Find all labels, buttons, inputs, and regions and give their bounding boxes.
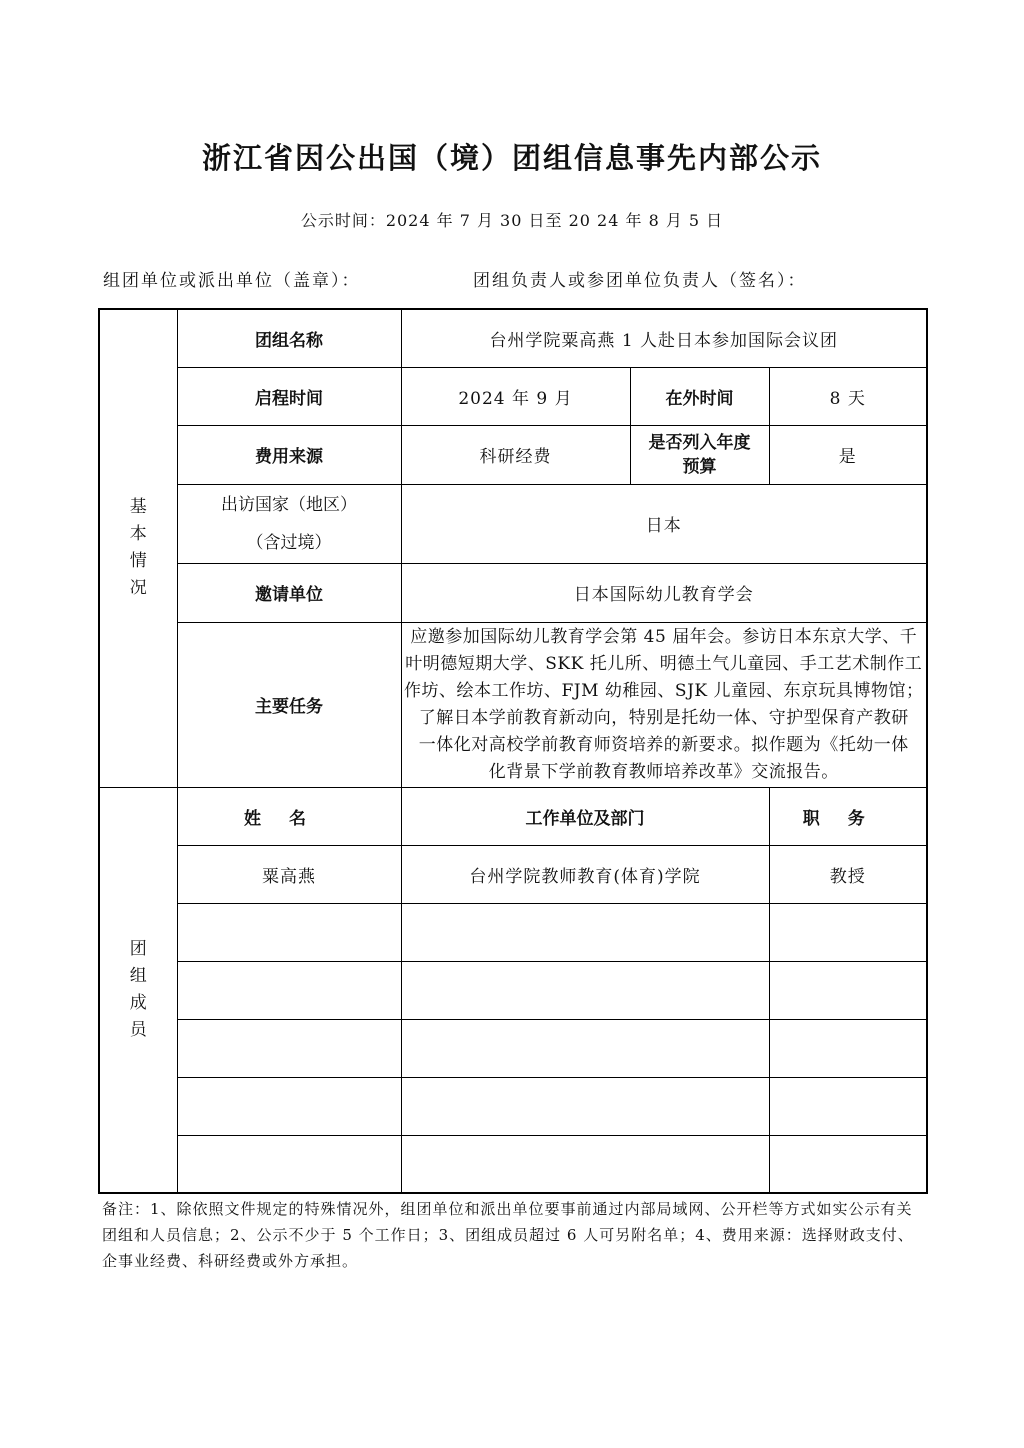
name-header: 姓名 (177, 787, 401, 845)
member-name (177, 1019, 401, 1077)
table-row (99, 903, 927, 961)
group-name-label: 团组名称 (177, 309, 401, 367)
departure-value: 2024 年 9 月 (401, 367, 630, 425)
duration-label: 在外时间 (630, 367, 769, 425)
task-value: 应邀参加国际幼儿教育学会第 45 届年会。参访日本东京大学、千 叶明德短期大学、SKK 托儿所、明德土气儿童园、手工艺术制作工 作坊、绘本工作坊、FJM 幼稚园、SJK 儿童园、东京玩具博物馆； 了解日本学前教育新动向，特别是托幼一体、守护型保育产教研 一体化对高校学前教育师资培养的新要求。拟作题为《托幼一体 化背景下学前教育教师培养改革》交流报告。 (401, 622, 927, 787)
country-value: 日本 (401, 484, 927, 563)
member-position (769, 903, 927, 961)
task-label: 主要任务 (177, 622, 401, 787)
member-workplace (401, 961, 769, 1019)
member-position (769, 1077, 927, 1135)
table-row (99, 961, 927, 1019)
departure-label: 启程时间 (177, 367, 401, 425)
members-section-label: 团 组 成 员 (99, 787, 177, 1193)
member-name (177, 903, 401, 961)
table-row (99, 1019, 927, 1077)
publish-time: 公示时间：2024 年 7 月 30 日至 20 24 年 8 月 5 日 (300, 211, 724, 230)
member-workplace (401, 1135, 769, 1193)
basic-info-section-label: 基 本 情 况 (99, 309, 177, 787)
member-name (177, 1077, 401, 1135)
footnote: 备注：1、除依照文件规定的特殊情况外，组团单位和派出单位要事前通过内部局域网、公开栏等方式如实公示有关团组和人员信息；2、公示不少于 5 个工作日；3、团组成员超过 6 人可另附名单；4、费用来源：选择财政支付、企事业经费、科研经费或外方承担。 (102, 1200, 914, 1270)
member-name (177, 961, 401, 1019)
member-name: 粟高燕 (177, 845, 401, 903)
member-position (769, 1019, 927, 1077)
position-header: 职务 (769, 787, 927, 845)
member-position: 教授 (769, 845, 927, 903)
inviter-value: 日本国际幼儿教育学会 (401, 563, 927, 622)
member-workplace (401, 1019, 769, 1077)
inviter-label: 邀请单位 (177, 563, 401, 622)
page-title: 浙江省因公出国（境）团组信息事先内部公示 (201, 141, 822, 175)
info-table (98, 308, 928, 1194)
duration-value: 8 天 (769, 367, 927, 425)
workplace-header: 工作单位及部门 (401, 787, 769, 845)
member-workplace: 台州学院教师教育(体育)学院 (401, 845, 769, 903)
member-workplace (401, 903, 769, 961)
table-row (99, 1077, 927, 1135)
table-row (99, 1135, 927, 1193)
member-workplace (401, 1077, 769, 1135)
budget-value: 是 (769, 425, 927, 484)
funding-label: 费用来源 (177, 425, 401, 484)
funding-value: 科研经费 (401, 425, 630, 484)
member-position (769, 1135, 927, 1193)
organizer-seal-label: 组团单位或派出单位（盖章）： (103, 271, 361, 291)
table-row (99, 845, 927, 903)
leader-signature-label: 团组负责人或参团单位负责人（签名）： (473, 271, 807, 291)
member-position (769, 961, 927, 1019)
member-name (177, 1135, 401, 1193)
group-name-value: 台州学院粟高燕 1 人赴日本参加国际会议团 (401, 309, 927, 367)
country-label: 出访国家（地区） （含过境） (177, 484, 401, 563)
budget-label: 是否列入年度 预算 (630, 425, 769, 484)
